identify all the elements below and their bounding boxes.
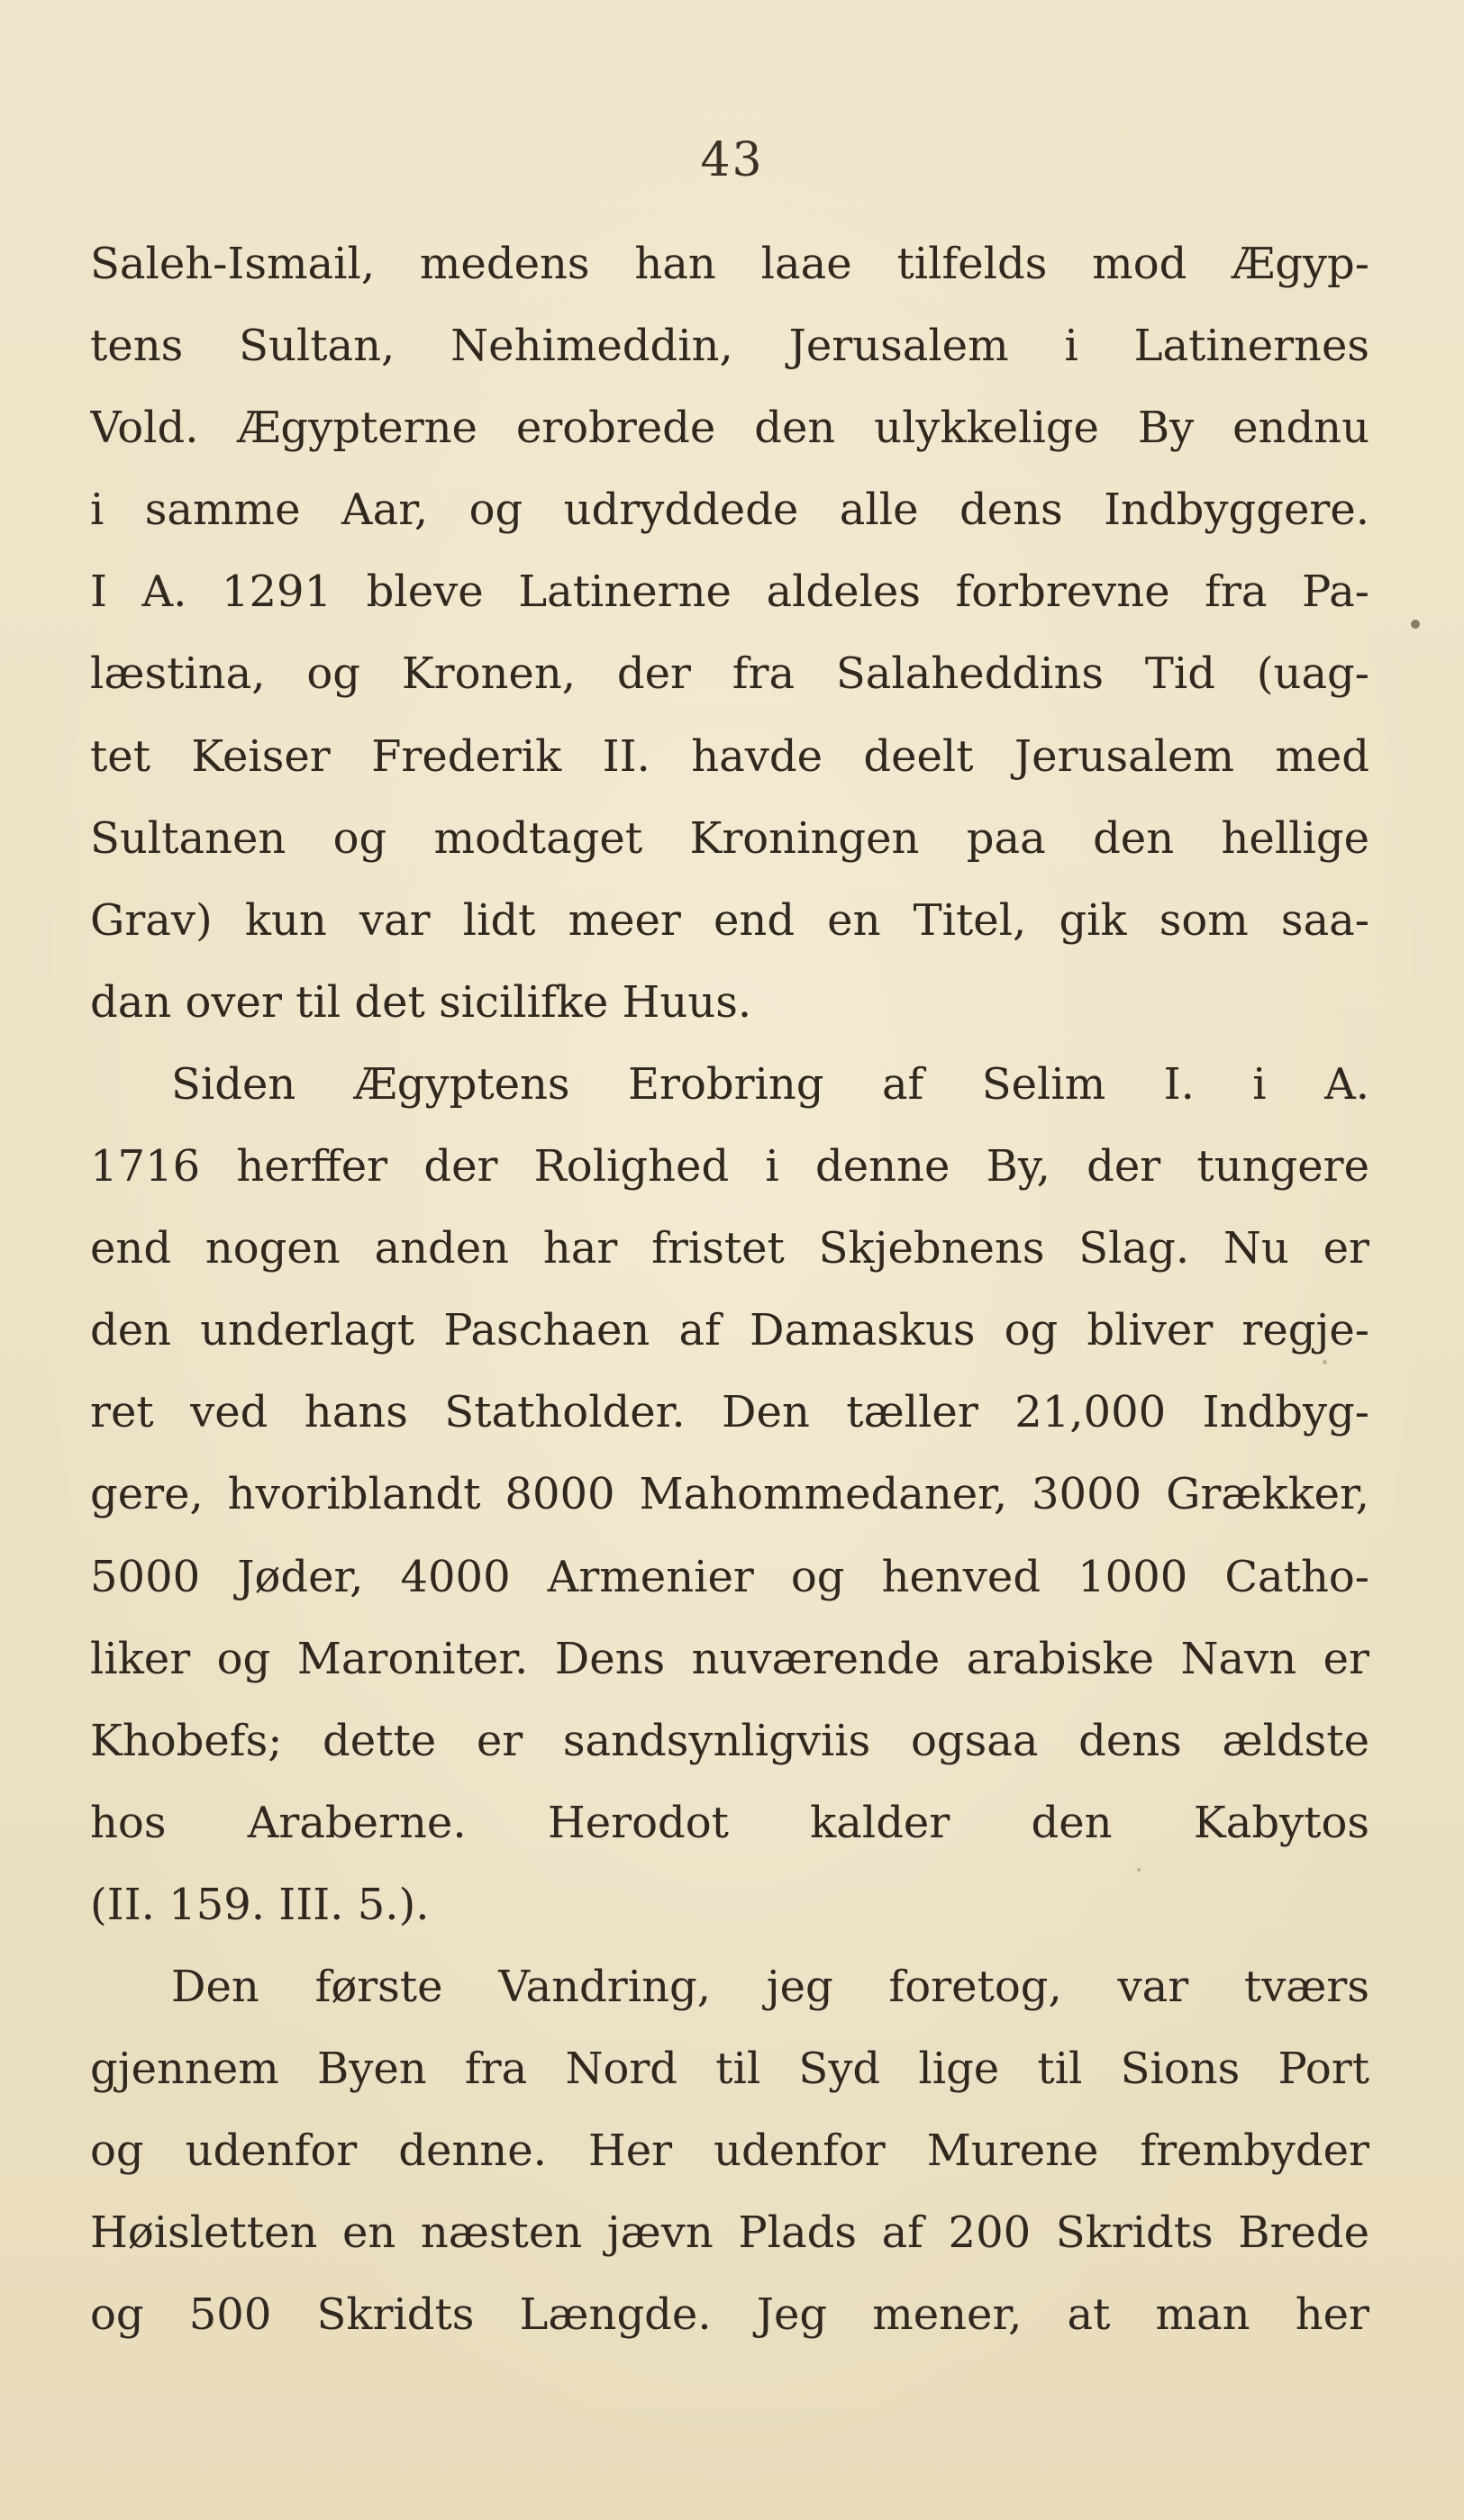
paper-speck bbox=[1323, 1360, 1327, 1364]
text-line: tet Keiser Frederik II. havde deelt Jerusalem med bbox=[90, 730, 1369, 782]
text-line: tens Sultan, Nehimeddin, Jerusalem i Latinernes bbox=[90, 321, 1369, 372]
page-number: 43 bbox=[700, 133, 764, 187]
paper-speck bbox=[1137, 1868, 1141, 1872]
text-line: Saleh-Ismail, medens han laae tilfelds mod Ægyp- bbox=[90, 239, 1369, 289]
body-text bbox=[90, 223, 1369, 2356]
text-line: ret ved hans Statholder. Den tæller 21,000 Indbyg- bbox=[90, 1387, 1369, 1438]
text-line: gere, hvoriblandt 8000 Mahommedaner, 3000 Grækker, bbox=[90, 1469, 1369, 1520]
text-line: i samme Aar, og udryddede alle dens Indbyggere. bbox=[90, 485, 1369, 536]
text-line: hos Araberne. Herodot kalder den Kabytos bbox=[90, 1797, 1369, 1848]
text-line: Grav) kun var lidt meer end en Titel, gik som saa- bbox=[90, 894, 1369, 946]
text-line: læstina, og Kronen, der fra Salaheddins Tid (uag- bbox=[90, 648, 1369, 700]
text-line: gjennem Byen fra Nord til Syd lige til Sions Port bbox=[90, 2044, 1369, 2095]
text-line: 5000 Jøder, 4000 Armenier og henved 1000 Catho- bbox=[90, 1551, 1369, 1602]
text-line: Khobefs; dette er sandsynligviis ogsaa dens ældste bbox=[90, 1715, 1369, 1766]
text-line: og 500 Skridts Længde. Jeg mener, at man her bbox=[90, 2289, 1369, 2341]
text-line: dan over til det sicilifke Huus. bbox=[90, 976, 752, 1028]
margin-dot bbox=[1411, 620, 1420, 629]
text-line: Sultanen og modtaget Kroningen paa den hellige bbox=[90, 812, 1369, 864]
text-line: Høisletten en næsten jævn Plads af 200 Skridts Brede bbox=[90, 2207, 1369, 2259]
text-line: Vold. Ægypterne erobrede den ulykkelige By endnu bbox=[90, 403, 1369, 454]
text-line: og udenfor denne. Her udenfor Murene frembyder bbox=[90, 2126, 1369, 2177]
text-line: Siden Ægyptens Erobring af Selim I. i A. bbox=[171, 1058, 1369, 1110]
text-line: end nogen anden har fristet Skjebnens Slag. Nu er bbox=[90, 1223, 1369, 1274]
text-line: I A. 1291 bleve Latinerne aldeles forbrevne fra Pa- bbox=[90, 567, 1369, 618]
text-line: liker og Maroniter. Dens nuværende arabiske Navn er bbox=[90, 1633, 1369, 1684]
text-line: den underlagt Paschaen af Damaskus og bliver regje- bbox=[90, 1305, 1369, 1356]
text-line: 1716 herffer der Rolighed i denne By, der tungere bbox=[90, 1141, 1369, 1192]
text-line: Den første Vandring, jeg foretog, var tværs bbox=[171, 1961, 1369, 2012]
text-line: (II. 159. III. 5.). bbox=[90, 1879, 430, 1930]
